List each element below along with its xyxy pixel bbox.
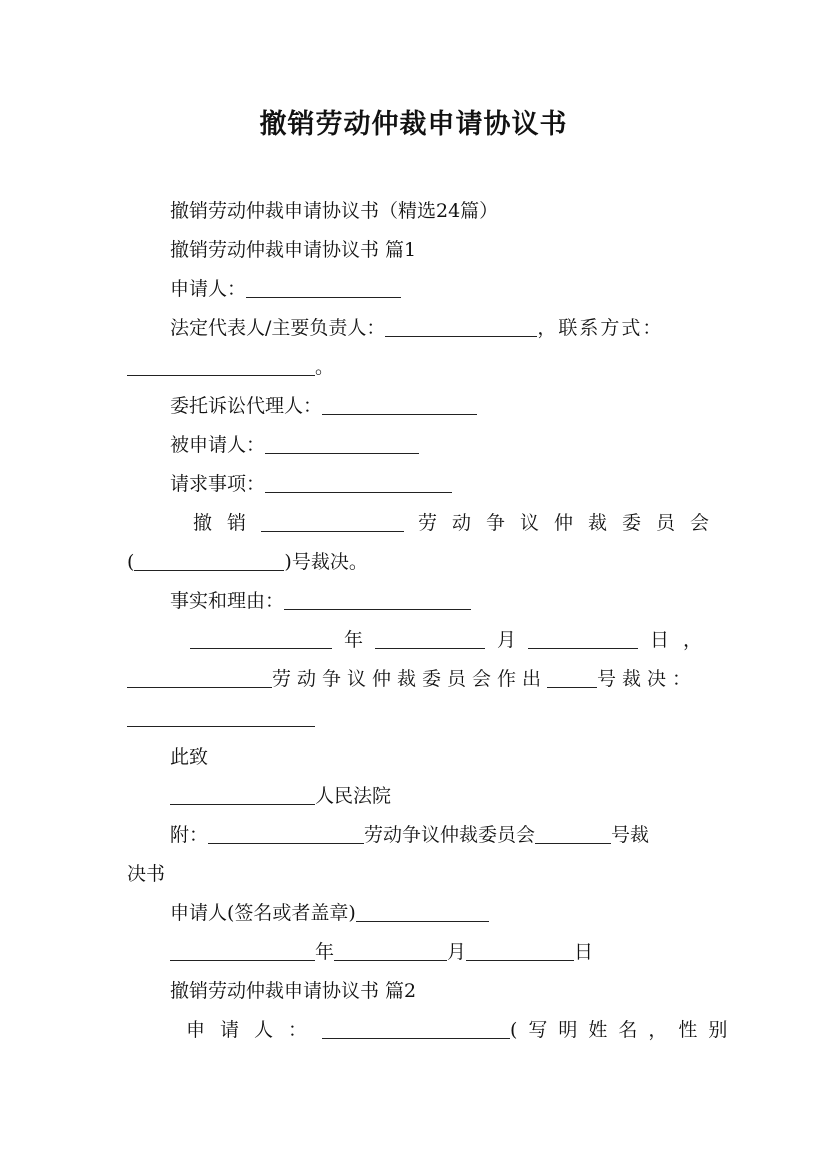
attachment-label: 附： xyxy=(170,824,209,846)
attachment-end: 决书 xyxy=(127,863,166,885)
contact-period: 。 xyxy=(315,356,335,378)
signature-line xyxy=(170,900,489,926)
ruling-no-line xyxy=(127,549,368,575)
legal-rep-blank xyxy=(385,317,537,337)
facts-line xyxy=(170,588,471,614)
salutation-line xyxy=(170,744,208,770)
committee-made-label: 劳动争议仲裁委员会作出 xyxy=(272,668,548,690)
sign-day-blank xyxy=(466,941,574,961)
attachment-end-line xyxy=(127,861,165,887)
attachment-no-blank xyxy=(535,824,611,844)
paren-close: )号裁决。 xyxy=(284,551,368,573)
applicant-line xyxy=(170,276,401,302)
agent-line xyxy=(170,393,477,419)
attachment-blank xyxy=(208,824,364,844)
salutation-text: 此致 xyxy=(170,746,209,768)
ruling-content-line xyxy=(127,705,315,731)
attachment-committee: 劳动争议仲裁委员会 xyxy=(364,824,536,846)
agent-label: 委托诉讼代理人： xyxy=(170,395,323,417)
section-1-title-text: 撤销劳动仲裁申请协议书 篇1 xyxy=(170,239,417,261)
legal-rep-label: 法定代表人/主要负责人： xyxy=(170,317,386,339)
committee-blank xyxy=(127,668,272,688)
contact-label: ，联系方式： xyxy=(537,317,664,339)
court-label: 人民法院 xyxy=(315,785,392,807)
signature-label: 申请人(签名或者盖章) xyxy=(170,902,356,924)
day-blank xyxy=(528,629,638,649)
section-1-title xyxy=(170,237,416,263)
respondent-line xyxy=(170,432,419,458)
respondent-blank xyxy=(265,434,419,454)
p2-applicant-line xyxy=(186,1017,738,1043)
ruling-no-blank xyxy=(134,551,284,571)
request-line xyxy=(170,471,452,497)
p2-note: (写明姓名，性别 xyxy=(510,1019,739,1041)
heading-line xyxy=(170,198,498,224)
document-title: 撤销劳动仲裁申请协议书 xyxy=(259,109,568,140)
ruling-content-blank xyxy=(127,707,315,727)
date-line xyxy=(190,627,716,653)
attachment-hao: 号裁 xyxy=(611,824,650,846)
sign-day-label: 日 xyxy=(574,941,594,963)
revoke-committee: 劳动争议仲裁委员会 xyxy=(418,512,725,534)
respondent-label: 被申请人： xyxy=(170,434,266,456)
court-blank xyxy=(170,785,315,805)
sign-year-label: 年 xyxy=(315,941,335,963)
p2-applicant-label: 申请人： xyxy=(186,1019,323,1041)
ruling-no-label: 号裁决： xyxy=(597,668,698,690)
agent-blank xyxy=(322,395,477,415)
facts-label: 事实和理由： xyxy=(170,590,285,612)
heading-text: 撤销劳动仲裁申请协议书（精选24篇） xyxy=(170,200,499,222)
sign-date-line xyxy=(170,939,593,965)
sign-month-label: 月 xyxy=(447,941,467,963)
contact-line xyxy=(127,354,334,380)
request-blank xyxy=(265,473,452,493)
sign-month-blank xyxy=(334,941,447,961)
p2-applicant-blank xyxy=(322,1019,510,1039)
ruling-blank xyxy=(547,668,597,688)
revoke-blank xyxy=(261,512,404,532)
revoke-label: 撤销 xyxy=(193,512,262,534)
applicant-blank xyxy=(246,278,401,298)
section-2-title xyxy=(170,978,416,1004)
year-blank xyxy=(190,629,332,649)
revoke-line xyxy=(193,510,724,536)
month-label: 月 xyxy=(497,629,517,651)
signature-blank xyxy=(356,902,489,922)
section-2-title-text: 撤销劳动仲裁申请协议书 篇2 xyxy=(170,980,417,1002)
applicant-label: 申请人： xyxy=(170,278,247,300)
paren-open: ( xyxy=(127,551,135,573)
committee-made-line xyxy=(127,666,697,692)
request-label: 请求事项： xyxy=(170,473,266,495)
court-line xyxy=(170,783,391,809)
contact-blank xyxy=(127,356,315,376)
day-label: 日， xyxy=(650,629,717,651)
sign-year-blank xyxy=(170,941,315,961)
month-blank xyxy=(375,629,485,649)
year-label: 年 xyxy=(344,629,364,651)
attachment-line xyxy=(170,822,649,848)
legal-rep-line xyxy=(170,315,663,341)
facts-blank xyxy=(284,590,471,610)
